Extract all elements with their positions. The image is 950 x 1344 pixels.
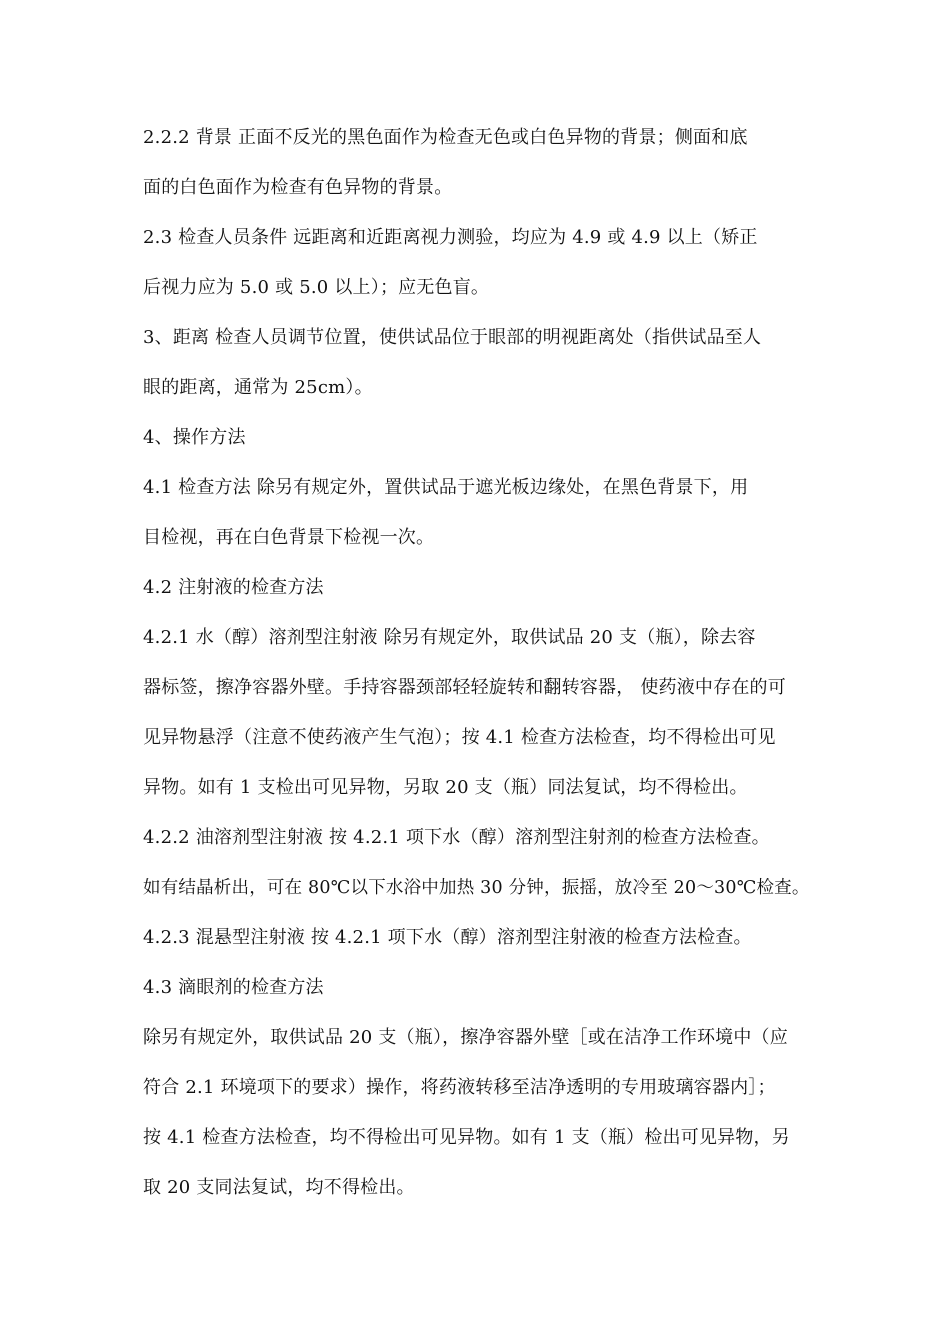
text-line: 2.2.2 背景 正面不反光的黑色面作为检查无色或白色异物的背景；侧面和底 xyxy=(143,127,748,148)
text-line: 2.3 检查人员条件 远距离和近距离视力测验，均应为 4.9 或 4.9 以上（矫正 xyxy=(143,227,758,248)
section-heading: 4.2 注射液的检查方法 xyxy=(143,577,324,598)
text-line: 面的白色面作为检查有色异物的背景。 xyxy=(143,177,453,198)
text-line: 目检视，再在白色背景下检视一次。 xyxy=(143,527,435,548)
text-line: 4.2.2 油溶剂型注射液 按 4.2.1 项下水（醇）溶剂型注射剂的检查方法检查。 xyxy=(143,827,770,848)
text-line: 符合 2.1 环境项下的要求）操作，将药液转移至洁净透明的专用玻璃容器内］； xyxy=(143,1077,776,1098)
text-line: 后视力应为 5.0 或 5.0 以上）；应无色盲。 xyxy=(143,277,490,298)
text-line: 异物。如有 1 支检出可见异物，另取 20 支（瓶）同法复试，均不得检出。 xyxy=(143,777,748,798)
text-line: 眼的距离，通常为 25cm）。 xyxy=(143,377,373,398)
text-line: 4.1 检查方法 除另有规定外，置供试品于遮光板边缘处，在黑色背景下，用 xyxy=(143,477,749,498)
text-line: 器标签，擦净容器外壁。手持容器颈部轻轻旋转和翻转容器， 使药液中存在的可 xyxy=(143,677,786,698)
text-line: 见异物悬浮（注意不使药液产生气泡）；按 4.1 检查方法检查，均不得检出可见 xyxy=(143,727,776,748)
text-line: 除另有规定外，取供试品 20 支（瓶），擦净容器外壁［或在洁净工作环境中（应 xyxy=(143,1027,788,1048)
text-line: 3、距离 检查人员调节位置，使供试品位于眼部的明视距离处（指供试品至人 xyxy=(143,327,762,348)
text-line: 如有结晶析出，可在 80℃以下水浴中加热 30 分钟，振摇，放冷至 20～30℃检查。 xyxy=(143,878,810,898)
text-line: 4.2.1 水（醇）溶剂型注射液 除另有规定外，取供试品 20 支（瓶），除去容 xyxy=(143,627,756,648)
text-line: 4.2.3 混悬型注射液 按 4.2.1 项下水（醇）溶剂型注射液的检查方法检查。 xyxy=(143,927,752,948)
text-line: 取 20 支同法复试，均不得检出。 xyxy=(143,1177,415,1198)
section-heading: 4、操作方法 xyxy=(143,427,246,448)
text-line: 按 4.1 检查方法检查，均不得检出可见异物。如有 1 支（瓶）检出可见异物，另 xyxy=(143,1127,790,1148)
section-heading: 4.3 滴眼剂的检查方法 xyxy=(143,977,324,998)
